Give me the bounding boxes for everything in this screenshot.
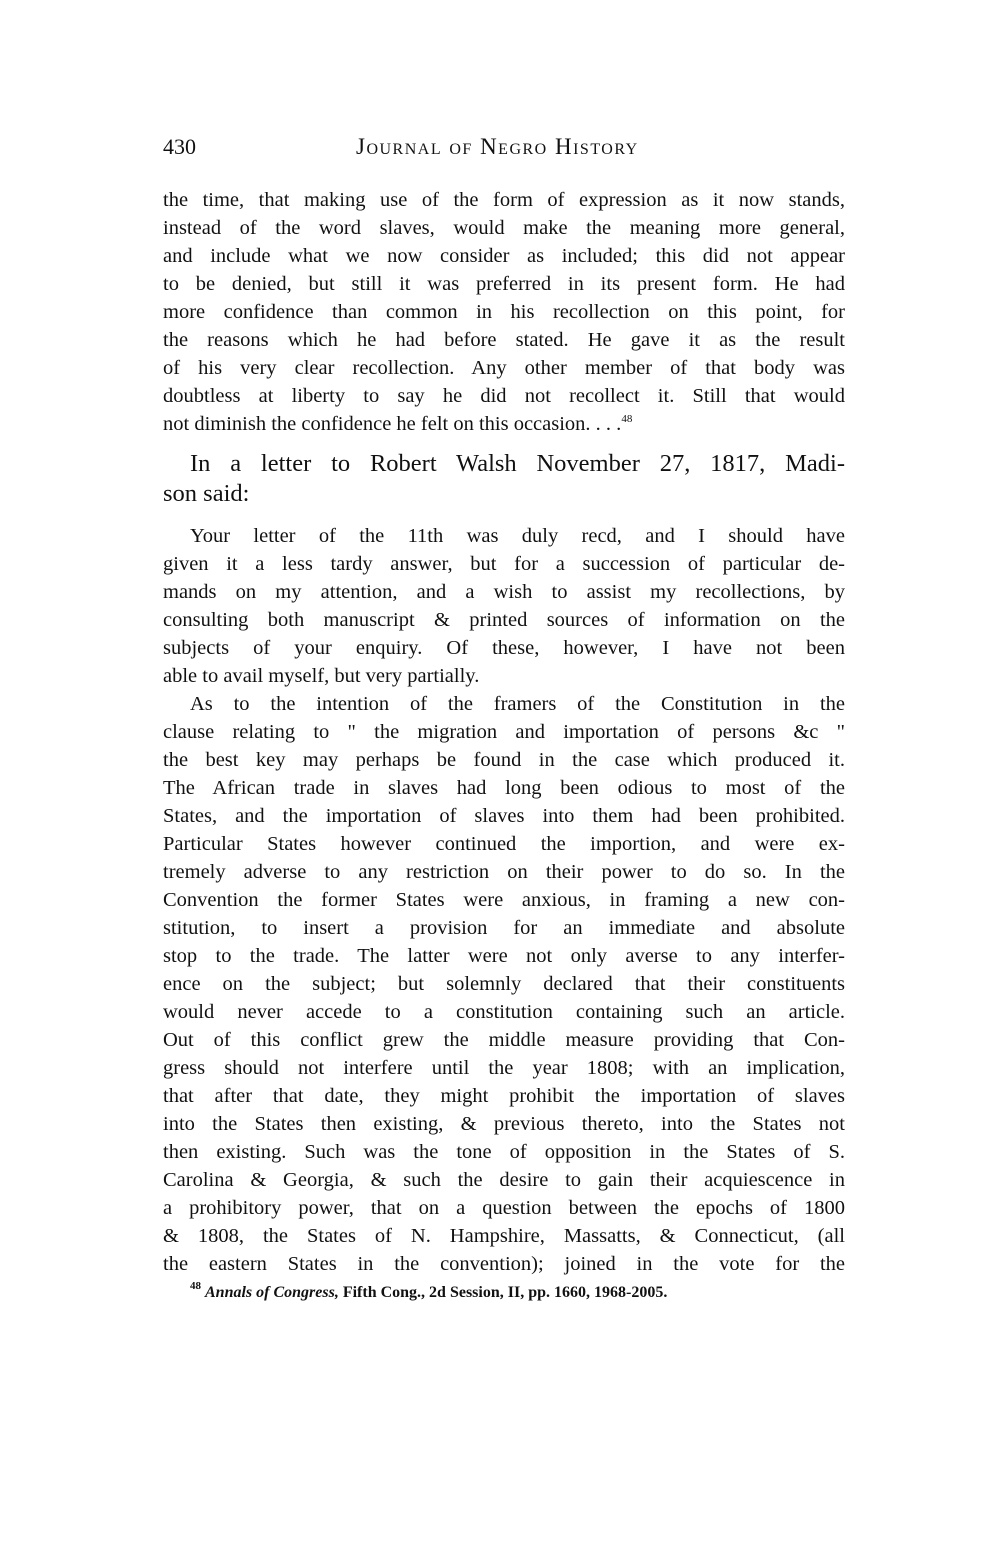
running-title: Journal of Negro History [356, 134, 639, 159]
text-line: Out of this conflict grew the middle measure providing that Con- [163, 1029, 845, 1051]
text-line: the best key may perhaps be found in the case which produced it. [163, 749, 845, 771]
text-line: States, and the importation of slaves into them had been prohibited. [163, 805, 845, 827]
text-line: instead of the word slaves, would make the meaning more general, [163, 217, 845, 239]
footnote-reference: 48 [621, 413, 633, 425]
text-line: that after that date, they might prohibit the importation of slaves [163, 1085, 845, 1107]
text-line: subjects of your enquiry. Of these, however, I have not been [163, 637, 845, 659]
text-line: doubtless at liberty to say he did not recollect it. Still that would [163, 385, 845, 407]
text-line: the eastern States in the convention); joined in the vote for the [163, 1253, 845, 1275]
text-line: the reasons which he had before stated. He gave it as the result [163, 329, 845, 351]
footnote [190, 1280, 668, 1302]
text-line: Convention the former States were anxious, in framing a new con- [163, 889, 845, 911]
text-line: mands on my attention, and a wish to assist my recollections, by [163, 581, 845, 603]
text-line: then existing. Such was the tone of opposition in the States of S. [163, 1141, 845, 1163]
text-line: son said: [163, 480, 250, 507]
intro-paragraph [163, 449, 845, 509]
paragraph-1 [163, 186, 845, 438]
text-line: would never accede to a constitution containing such an article. [163, 1001, 845, 1023]
text-line: into the States then existing, & previous thereto, into the States not [163, 1113, 845, 1135]
text-line: ence on the subject; but solemnly declared that their constituents [163, 973, 845, 995]
text-line: stop to the trade. The latter were not only averse to any interfer- [163, 945, 845, 967]
text-line: In a letter to Robert Walsh November 27, 1817, Madi- [190, 450, 845, 477]
text-line: Carolina & Georgia, & such the desire to gain their acquiescence in [163, 1169, 845, 1191]
text-line: the time, that making use of the form of expression as it now stands, [163, 189, 845, 211]
running-header [163, 134, 845, 164]
page-number: 430 [163, 134, 196, 159]
text-line: gress should not interfere until the year 1808; with an implication, [163, 1057, 845, 1079]
text-line: Particular States however continued the importion, and were ex- [163, 833, 845, 855]
text-line: consulting both manuscript & printed sources of information on the [163, 609, 845, 631]
quote-paragraph-2 [163, 690, 845, 1278]
text-line: tremely adverse to any restriction on their power to do so. In the [163, 861, 845, 883]
text-line: more confidence than common in his recollection on this point, for [163, 301, 845, 323]
footnote-details: Fifth Cong., 2d Session, II, pp. 1660, 1968-2005. [342, 1284, 668, 1301]
text-line: The African trade in slaves had long been odious to most of the [163, 777, 845, 799]
text-line: given it a less tardy answer, but for a succession of particular de- [163, 553, 845, 575]
text-line: not diminish the confidence he felt on this occasion. . . .$^{48}$ [163, 413, 633, 435]
text-line: clause relating to " the migration and importation of persons &c " [163, 721, 845, 743]
text-line: and include what we now consider as included; this did not appear [163, 245, 845, 267]
text-line: As to the intention of the framers of the Constitution in the [190, 693, 845, 715]
quote-paragraph-1 [163, 522, 845, 690]
footnote-number: 48 [190, 1280, 201, 1292]
text-line: to be denied, but still it was preferred in its present form. He had [163, 273, 845, 295]
text-line: able to avail myself, but very partially. [163, 665, 480, 687]
text-line: & 1808, the States of N. Hampshire, Massatts, & Connecticut, (all [163, 1225, 845, 1247]
text-line: a prohibitory power, that on a question between the epochs of 1800 [163, 1197, 845, 1219]
text-line: of his very clear recollection. Any other member of that body was [163, 357, 845, 379]
text-line: Your letter of the 11th was duly recd, and I should have [190, 525, 845, 547]
footnote-source: Annals of Congress, [205, 1284, 339, 1301]
text-line: stitution, to insert a provision for an immediate and absolute [163, 917, 845, 939]
